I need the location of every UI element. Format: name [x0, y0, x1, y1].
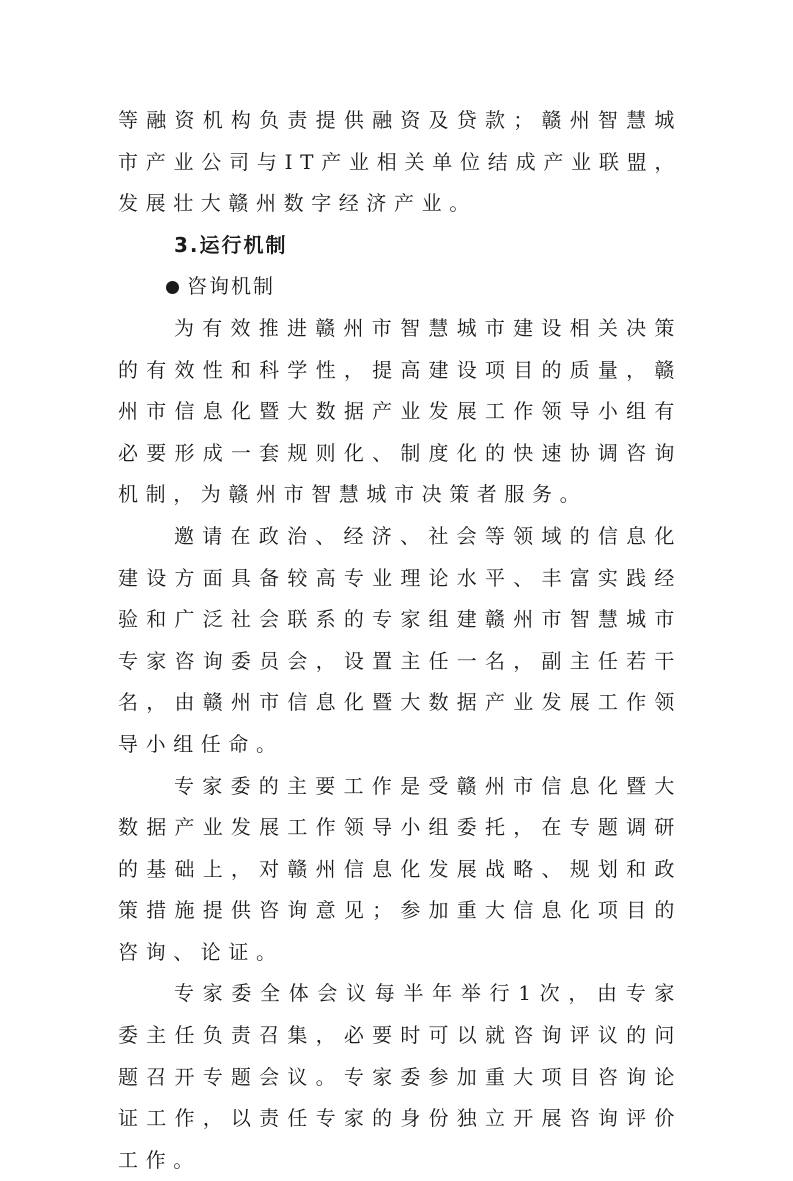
body-paragraph: 邀请在政治、经济、社会等领域的信息化建设方面具备较高专业理论水平、丰富实践经验和广泛社会联系的专家组建赣州市智慧城市专家咨询委员会，设置主任一名，副主任若干名，由赣州市信息化暨大数据产业发展工作领导小组任命。 [118, 523, 682, 756]
bullet-item [118, 266, 682, 308]
document-page [118, 100, 682, 1181]
continuation-paragraph: 等融资机构负责提供融资及贷款；赣州智慧城市产业公司与IT产业相关单位结成产业联盟，发展壮大赣州数字经济产业。 [118, 108, 682, 216]
bullet-label: 咨询机制 [187, 274, 275, 299]
body-paragraph: 专家委的主要工作是受赣州市信息化暨大数据产业发展工作领导小组委托，在专题调研的基础上，对赣州信息化发展战略、规划和政策措施提供咨询意见；参加重大信息化项目的咨询、论证。 [118, 773, 682, 964]
bullet-icon [166, 281, 179, 294]
section-heading: 3.运行机制 [174, 232, 288, 257]
body-paragraph: 为有效推进赣州市智慧城市建设相关决策的有效性和科学性，提高建设项目的质量，赣州市信息化暨大数据产业发展工作领导小组有必要形成一套规则化、制度化的快速协调咨询机制，为赣州市智慧城市决策者服务。 [118, 315, 682, 507]
body-paragraph: 专家委全体会议每半年举行1次，由专家委主任负责召集，必要时可以就咨询评议的问题召开专题会议。专家委参加重大项目咨询论证工作，以责任专家的身份独立开展咨询评价工作。 [118, 981, 682, 1172]
